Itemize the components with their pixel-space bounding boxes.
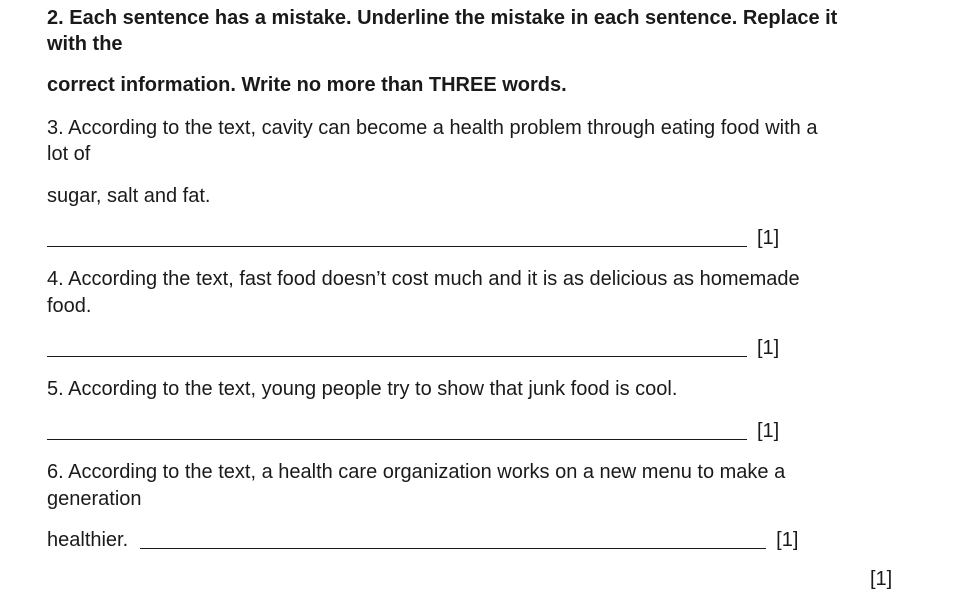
instruction-line-1: 2. Each sentence has a mistake. Underline the mistake in each sentence. Replace it bbox=[47, 7, 838, 29]
question-3-line-1: 3. According to the text, cavity can become a health problem through eating food with a bbox=[47, 117, 818, 139]
question-4-line-2: food. bbox=[47, 295, 92, 317]
question-5-answer-blank[interactable] bbox=[47, 419, 747, 440]
question-4-answer-row bbox=[47, 335, 779, 361]
question-6-answer-row bbox=[47, 527, 798, 553]
question-5-line-1: 5. According to the text, young people try to show that junk food is cool. bbox=[47, 378, 678, 400]
question-6-line-1: 6. According to the text, a health care organization works on a new menu to make a bbox=[47, 461, 786, 483]
question-6-mark: [1] bbox=[776, 529, 799, 551]
question-6-line-2: generation bbox=[47, 488, 142, 510]
question-3-mark: [1] bbox=[757, 227, 780, 249]
question-4-mark: [1] bbox=[757, 337, 780, 359]
question-3-line-2: lot of bbox=[47, 143, 91, 165]
question-6-answer-prefix: healthier. bbox=[47, 529, 129, 551]
question-3-line-3: sugar, salt and fat. bbox=[47, 185, 211, 207]
instruction-line-3: correct information. Write no more than THREE words. bbox=[47, 74, 567, 96]
question-4-answer-blank[interactable] bbox=[47, 336, 747, 357]
instruction-line-2: with the bbox=[47, 33, 123, 55]
question-6-answer-blank[interactable] bbox=[140, 528, 766, 549]
bottom-cutoff-mark: [1] bbox=[870, 568, 893, 590]
question-5-mark: [1] bbox=[757, 420, 780, 442]
question-5-answer-row bbox=[47, 418, 779, 444]
question-3-answer-blank[interactable] bbox=[47, 226, 747, 247]
question-3-answer-row bbox=[47, 225, 779, 251]
question-4-line-1: 4. According the text, fast food doesn’t cost much and it is as delicious as homemade bbox=[47, 268, 800, 290]
